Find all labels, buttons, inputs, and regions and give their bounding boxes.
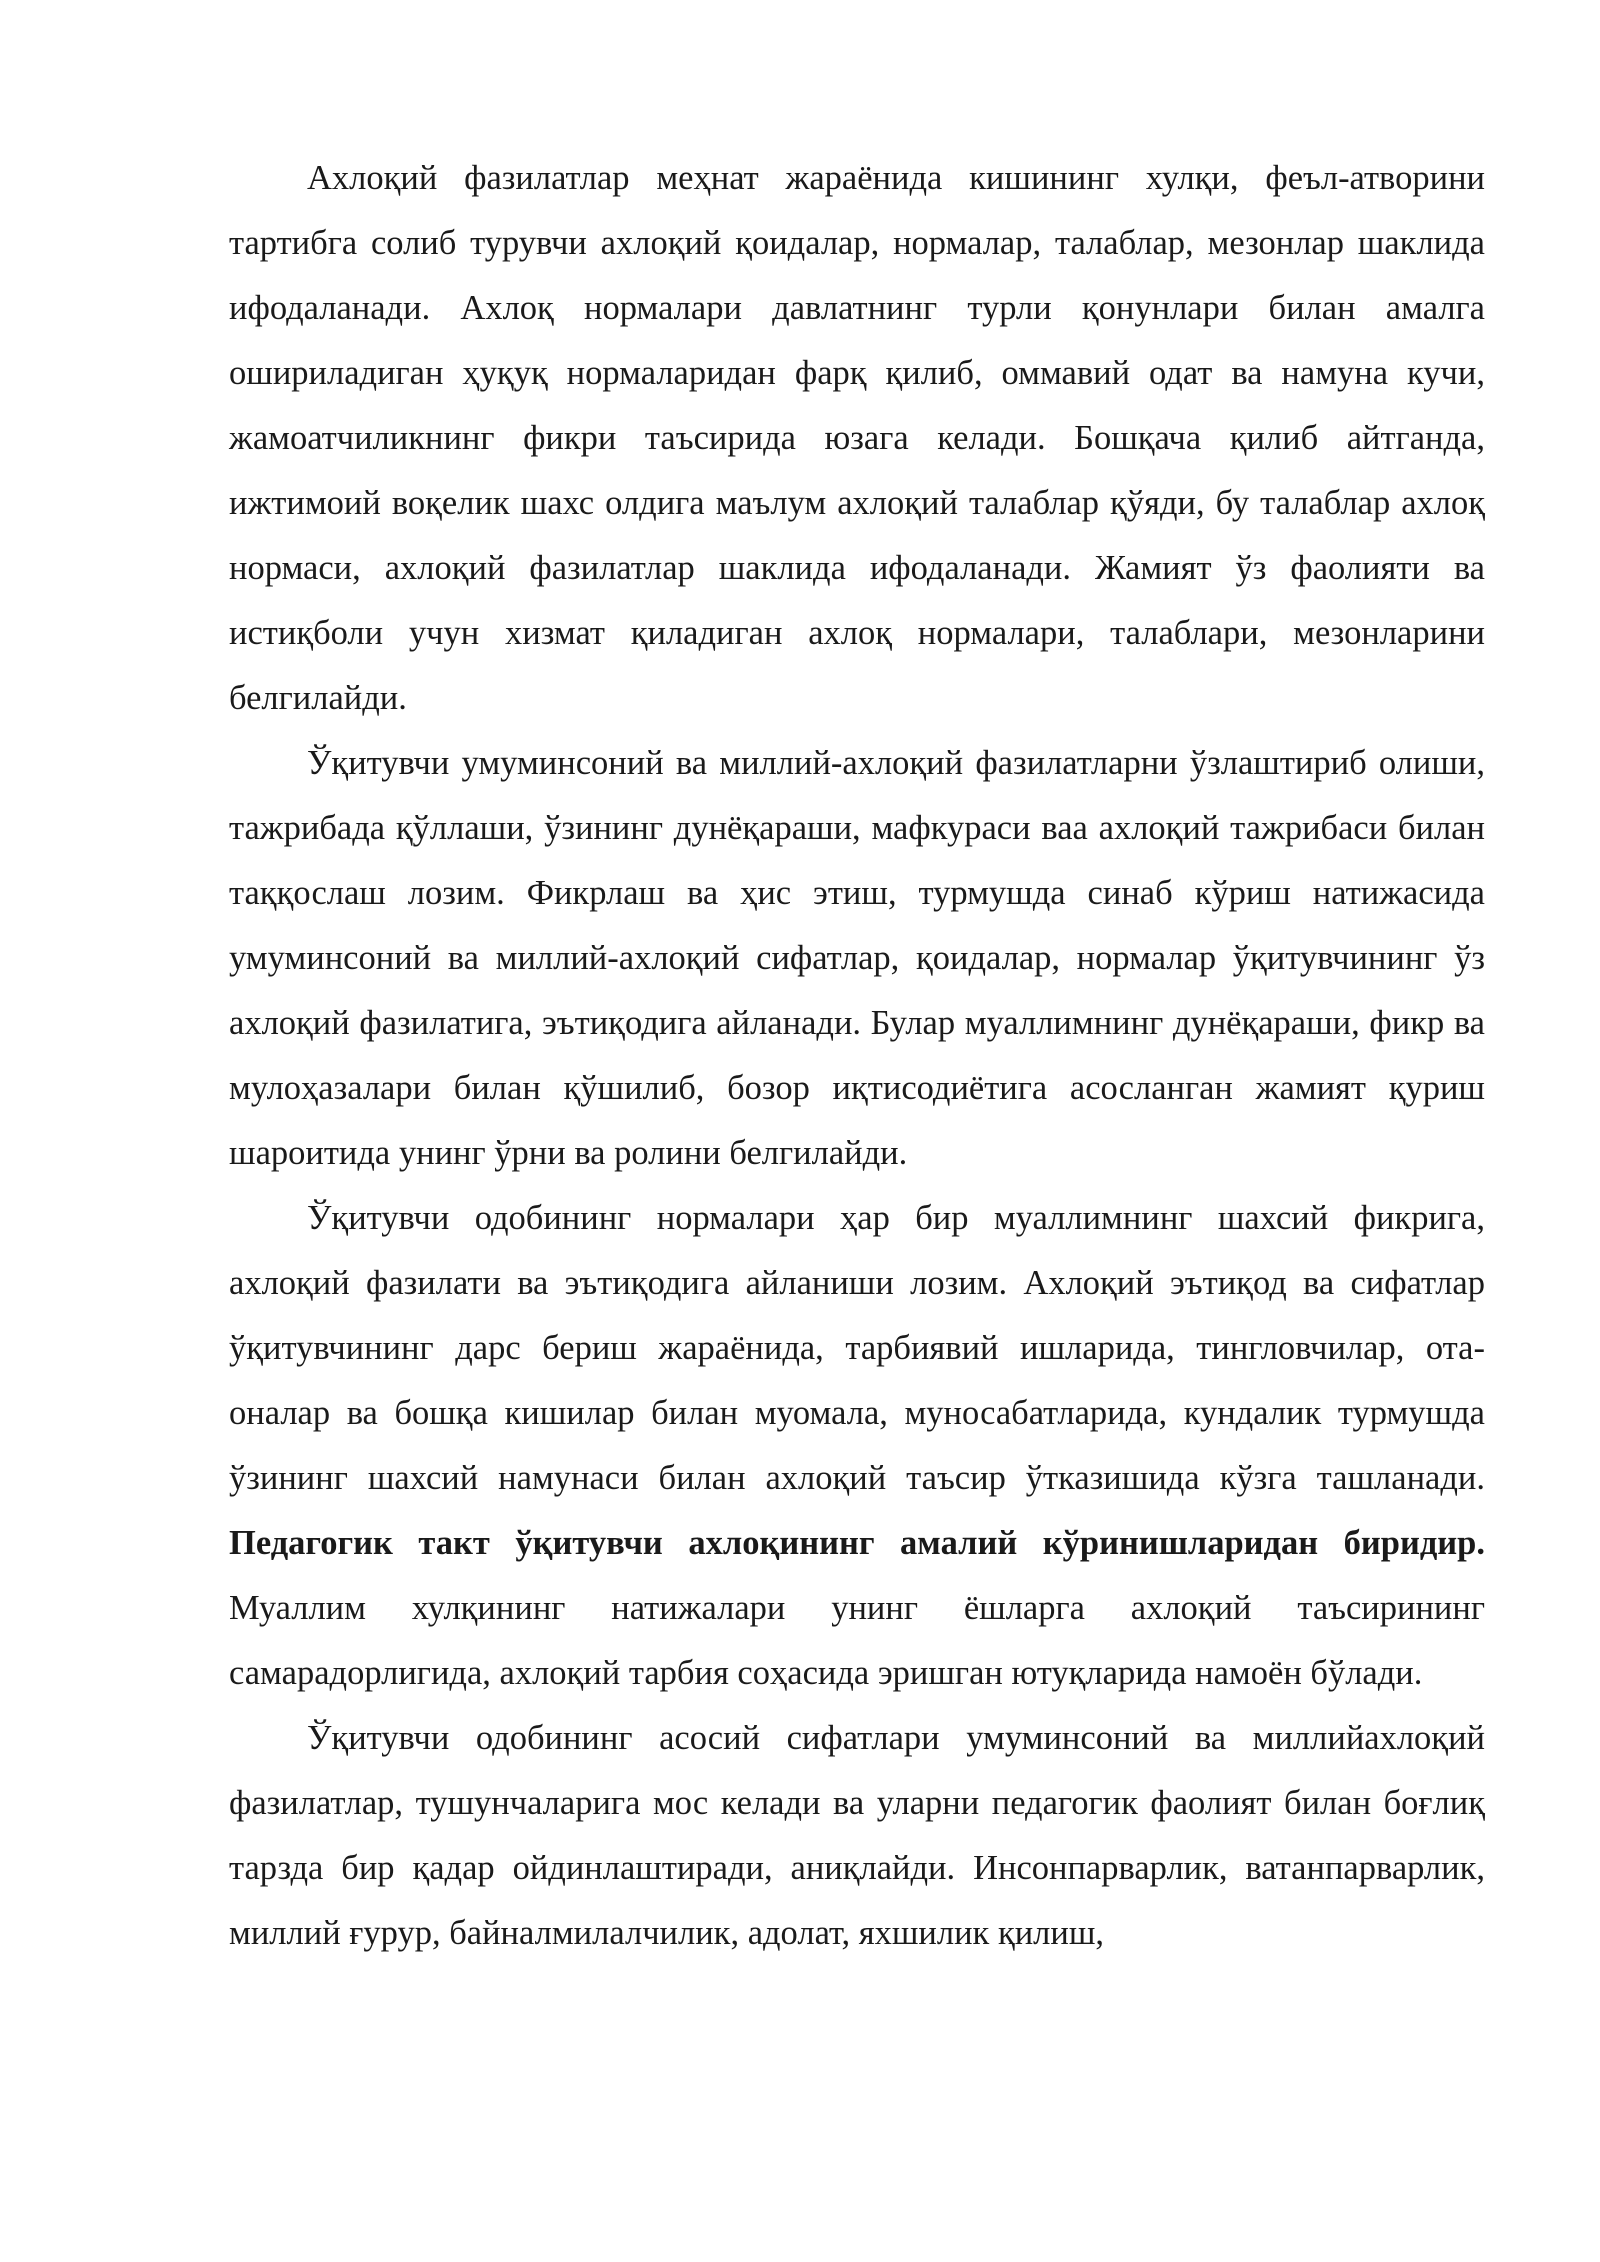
- paragraph-3: [229, 1186, 1485, 1706]
- paragraph-3-text-end: Муаллим хулқининг натижалари унинг ёшларга ахлоқий таъсирининг самарадорлигида, ахлоқий тарбия соҳасида эришган ютуқларида намоён бўлади.: [229, 1589, 1485, 1692]
- paragraph-1: [229, 146, 1485, 731]
- paragraph-4-text: Ўқитувчи одобининг асосий сифатлари умуминсоний ва миллийахлоқий фазилатлар, тушунчаларига мос келади ва уларни педагогик фаолият билан боғлиқ тарзда бир қадар ойдинлаштиради, аниқлайди. Инсонпарварлик, ватанпарварлик, миллий ғурур, байналмилалчилик, адолат, яхшилик қилиш,: [229, 1719, 1485, 1952]
- paragraph-3-text-start: Ўқитувчи одобининг нормалари ҳар бир муаллимнинг шахсий фикрига, ахлоқий фазилати ва эътиқодига айланиши лозим. Ахлоқий эътиқод ва сифатлар ўқитувчининг дарс бериш жараёнида, тарбиявий ишларида, тингловчилар, ота-оналар ва бошқа кишилар билан муомала, муносабатларида, кундалик турмушда ўзининг шахсий намунаси билан ахлоқий таъсир ўтказишида кўзга ташланади.: [229, 1199, 1485, 1497]
- document-body: [229, 146, 1485, 1966]
- paragraph-1-text: Ахлоқий фазилатлар меҳнат жараёнида кишининг хулқи, феъл-атворини тартибга солиб турувчи ахлоқий қоидалар, нормалар, талаблар, мезонлар шаклида ифодаланади. Ахлоқ нормалари давлатнинг турли қонунлари билан амалга ошириладиган ҳуқуқ нормаларидан фарқ қилиб, оммавий одат ва намуна кучи, жамоатчиликнинг фикри таъсирида юзага келади. Бошқача қилиб айтганда, ижтимоий воқелик шахс олдига маълум ахлоқий талаблар қўяди, бу талаблар ахлоқ нормаси, ахлоқий фазилатлар шаклида ифодаланади. Жамият ўз фаолияти ва истиқболи учун хизмат қиладиган ахлоқ нормалари, талаблари, мезонларини белгилайди.: [229, 159, 1485, 717]
- paragraph-2: [229, 731, 1485, 1186]
- paragraph-2-text: Ўқитувчи умуминсоний ва миллий-ахлоқий фазилатларни ўзлаштириб олиши, тажрибада қўллаши, ўзининг дунёқараши, мафкураси ваа ахлоқий тажрибаси билан таққослаш лозим. Фикрлаш ва ҳис этиш, турмушда синаб кўриш натижасида умуминсоний ва миллий-ахлоқий сифатлар, қоидалар, нормалар ўқитувчининг ўз ахлоқий фазилатига, эътиқодига айланади. Булар муаллимнинг дунёқараши, фикр ва мулоҳазалари билан қўшилиб, бозор иқтисодиётига асосланган жамият қуриш шароитида унинг ўрни ва ролини белгилайди.: [229, 744, 1485, 1172]
- paragraph-3-bold-statement: Педагогик такт ўқитувчи ахлоқининг амалий кўринишларидан биридир.: [229, 1524, 1485, 1562]
- paragraph-4: [229, 1706, 1485, 1966]
